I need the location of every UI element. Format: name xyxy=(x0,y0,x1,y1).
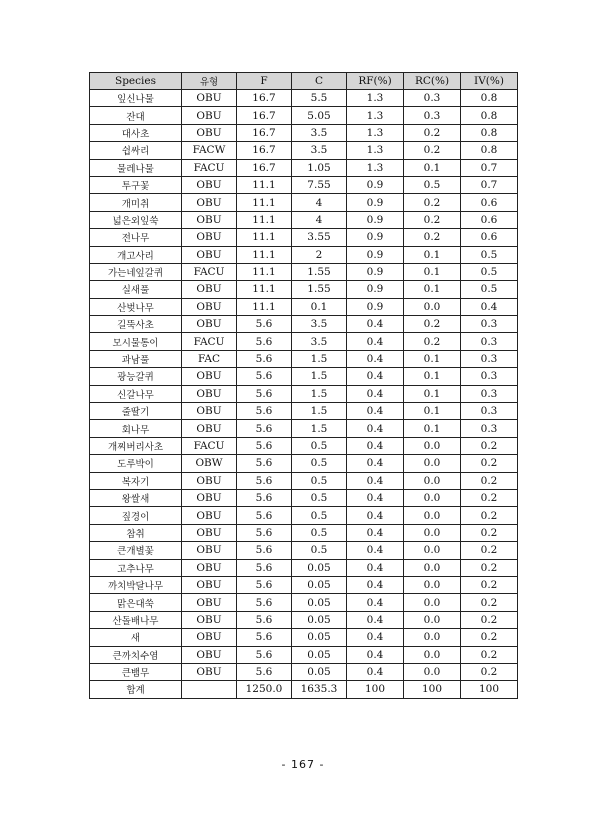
cell-rc: 0.0 xyxy=(404,559,461,576)
table-row xyxy=(90,333,518,350)
cell-type: OBU xyxy=(182,611,237,628)
cell-iv: 0.2 xyxy=(461,611,518,628)
cell-rc: 0.1 xyxy=(404,350,461,367)
cell-c: 1.5 xyxy=(292,385,347,402)
cell-rc: 0.1 xyxy=(404,368,461,385)
header-f: F xyxy=(237,73,292,90)
cell-rf: 0.4 xyxy=(347,507,404,524)
cell-rf: 1.3 xyxy=(347,159,404,176)
cell-c: 3.5 xyxy=(292,142,347,159)
cell-type: OBU xyxy=(182,507,237,524)
table-row xyxy=(90,90,518,107)
table-row xyxy=(90,368,518,385)
cell-species: 짚경이 xyxy=(90,507,182,524)
cell-species: 잎신나물 xyxy=(90,90,182,107)
cell-species: 큰뱀무 xyxy=(90,663,182,680)
cell-rf: 0.4 xyxy=(347,629,404,646)
cell-c: 0.05 xyxy=(292,576,347,593)
cell-rf: 0.4 xyxy=(347,368,404,385)
cell-species: 까치박달나무 xyxy=(90,576,182,593)
cell-type: FACW xyxy=(182,142,237,159)
cell-species: 큰개별꽃 xyxy=(90,542,182,559)
cell-f: 5.6 xyxy=(237,403,292,420)
cell-iv: 0.2 xyxy=(461,489,518,506)
cell-iv: 0.2 xyxy=(461,507,518,524)
header-c: C xyxy=(292,73,347,90)
cell-rf: 0.4 xyxy=(347,455,404,472)
table-row xyxy=(90,246,518,263)
table-row xyxy=(90,663,518,680)
header-iv: IV(%) xyxy=(461,73,518,90)
cell-c: 0.05 xyxy=(292,646,347,663)
table-row xyxy=(90,489,518,506)
cell-f: 11.1 xyxy=(237,176,292,193)
table-row xyxy=(90,281,518,298)
cell-iv: 0.6 xyxy=(461,211,518,228)
cell-type: OBU xyxy=(182,489,237,506)
cell-rc: 0.0 xyxy=(404,437,461,454)
table-row xyxy=(90,542,518,559)
cell-iv: 0.3 xyxy=(461,350,518,367)
cell-c: 0.5 xyxy=(292,437,347,454)
table-row xyxy=(90,350,518,367)
cell-f: 11.1 xyxy=(237,194,292,211)
cell-f: 5.6 xyxy=(237,663,292,680)
cell-species: 물레나물 xyxy=(90,159,182,176)
cell-iv: 0.3 xyxy=(461,403,518,420)
cell-c: 0.5 xyxy=(292,524,347,541)
cell-rf: 0.4 xyxy=(347,576,404,593)
table-row xyxy=(90,594,518,611)
cell-rf: 0.4 xyxy=(347,472,404,489)
cell-rf: 0.4 xyxy=(347,403,404,420)
cell-f: 11.1 xyxy=(237,211,292,228)
cell-rc: 0.0 xyxy=(404,663,461,680)
table-row xyxy=(90,420,518,437)
cell-c: 0.5 xyxy=(292,455,347,472)
cell-f: 5.6 xyxy=(237,316,292,333)
cell-rf: 1.3 xyxy=(347,142,404,159)
cell-f: 16.7 xyxy=(237,124,292,141)
cell-type: FACU xyxy=(182,437,237,454)
table-row xyxy=(90,194,518,211)
cell-species: 도루박이 xyxy=(90,455,182,472)
cell-f: 1250.0 xyxy=(237,681,292,698)
cell-iv: 0.8 xyxy=(461,124,518,141)
cell-species: 고추나무 xyxy=(90,559,182,576)
cell-rc: 0.2 xyxy=(404,142,461,159)
cell-iv: 0.2 xyxy=(461,455,518,472)
cell-type: OBW xyxy=(182,455,237,472)
cell-f: 5.6 xyxy=(237,524,292,541)
cell-rc: 0.2 xyxy=(404,194,461,211)
cell-rc: 0.0 xyxy=(404,594,461,611)
cell-f: 5.6 xyxy=(237,333,292,350)
cell-c: 5.05 xyxy=(292,107,347,124)
cell-rc: 0.1 xyxy=(404,246,461,263)
cell-rf: 0.4 xyxy=(347,594,404,611)
cell-rc: 0.0 xyxy=(404,455,461,472)
cell-rc: 0.0 xyxy=(404,524,461,541)
cell-species: 신갈나무 xyxy=(90,385,182,402)
cell-iv: 0.2 xyxy=(461,472,518,489)
cell-c: 3.55 xyxy=(292,229,347,246)
cell-rf: 0.9 xyxy=(347,176,404,193)
cell-species: 맑은대쑥 xyxy=(90,594,182,611)
cell-species: 가는네잎갈퀴 xyxy=(90,263,182,280)
cell-iv: 0.2 xyxy=(461,594,518,611)
table-row xyxy=(90,646,518,663)
cell-rf: 0.9 xyxy=(347,246,404,263)
header-rf: RF(%) xyxy=(347,73,404,90)
cell-iv: 0.8 xyxy=(461,142,518,159)
cell-rc: 0.0 xyxy=(404,629,461,646)
cell-c: 3.5 xyxy=(292,124,347,141)
cell-species: 모시물통이 xyxy=(90,333,182,350)
cell-type: OBU xyxy=(182,385,237,402)
cell-type: OBU xyxy=(182,403,237,420)
header-row xyxy=(90,73,518,90)
cell-iv: 0.5 xyxy=(461,246,518,263)
cell-rf: 0.9 xyxy=(347,263,404,280)
cell-c: 3.5 xyxy=(292,316,347,333)
cell-iv: 0.3 xyxy=(461,420,518,437)
cell-species: 실새풀 xyxy=(90,281,182,298)
cell-f: 5.6 xyxy=(237,437,292,454)
cell-rc: 0.0 xyxy=(404,576,461,593)
cell-species: 넓은외잎쑥 xyxy=(90,211,182,228)
cell-rc: 0.1 xyxy=(404,159,461,176)
total-row xyxy=(90,681,518,698)
cell-c: 1.5 xyxy=(292,403,347,420)
header-species: Species xyxy=(90,73,182,90)
table-row xyxy=(90,211,518,228)
cell-f: 5.6 xyxy=(237,368,292,385)
cell-type: OBU xyxy=(182,124,237,141)
cell-f: 11.1 xyxy=(237,298,292,315)
cell-iv: 0.6 xyxy=(461,194,518,211)
cell-rf: 0.9 xyxy=(347,298,404,315)
cell-rf: 1.3 xyxy=(347,124,404,141)
species-table xyxy=(89,72,518,699)
page-number: - 167 - xyxy=(281,758,325,771)
cell-iv: 0.3 xyxy=(461,385,518,402)
cell-type: OBU xyxy=(182,176,237,193)
cell-type: OBU xyxy=(182,524,237,541)
cell-iv: 0.3 xyxy=(461,368,518,385)
cell-type: OBU xyxy=(182,559,237,576)
cell-type: OBU xyxy=(182,576,237,593)
cell-type: OBU xyxy=(182,90,237,107)
cell-rf: 0.4 xyxy=(347,333,404,350)
cell-f: 5.6 xyxy=(237,559,292,576)
cell-iv: 0.5 xyxy=(461,263,518,280)
table-row xyxy=(90,524,518,541)
cell-type: OBU xyxy=(182,281,237,298)
cell-iv: 0.7 xyxy=(461,176,518,193)
cell-c: 1635.3 xyxy=(292,681,347,698)
cell-rc: 0.0 xyxy=(404,472,461,489)
cell-species: 합계 xyxy=(90,681,182,698)
cell-species: 회나무 xyxy=(90,420,182,437)
cell-rf: 0.4 xyxy=(347,385,404,402)
table-row xyxy=(90,229,518,246)
cell-rc: 0.0 xyxy=(404,489,461,506)
cell-type: OBU xyxy=(182,229,237,246)
cell-type: OBU xyxy=(182,194,237,211)
cell-type: OBU xyxy=(182,107,237,124)
cell-type: OBU xyxy=(182,246,237,263)
table-row xyxy=(90,159,518,176)
cell-rc: 0.0 xyxy=(404,611,461,628)
cell-type: OBU xyxy=(182,663,237,680)
cell-species: 복자기 xyxy=(90,472,182,489)
table-row xyxy=(90,629,518,646)
cell-rc: 0.0 xyxy=(404,646,461,663)
cell-iv: 0.2 xyxy=(461,576,518,593)
table-row xyxy=(90,403,518,420)
table-row xyxy=(90,611,518,628)
cell-rc: 0.1 xyxy=(404,403,461,420)
cell-f: 11.1 xyxy=(237,263,292,280)
cell-type: OBU xyxy=(182,298,237,315)
cell-rc: 0.0 xyxy=(404,298,461,315)
cell-rc: 0.5 xyxy=(404,176,461,193)
cell-type: OBU xyxy=(182,542,237,559)
cell-rf: 0.4 xyxy=(347,646,404,663)
cell-c: 0.05 xyxy=(292,629,347,646)
table-row xyxy=(90,298,518,315)
header-type: 유형 xyxy=(182,73,237,90)
cell-c: 0.05 xyxy=(292,663,347,680)
cell-rc: 0.1 xyxy=(404,281,461,298)
cell-rc: 0.1 xyxy=(404,420,461,437)
table-row xyxy=(90,559,518,576)
cell-c: 0.5 xyxy=(292,489,347,506)
table-row xyxy=(90,124,518,141)
cell-species: 과남풀 xyxy=(90,350,182,367)
cell-rc: 0.2 xyxy=(404,316,461,333)
cell-f: 11.1 xyxy=(237,281,292,298)
cell-rf: 0.4 xyxy=(347,524,404,541)
cell-species: 개고사리 xyxy=(90,246,182,263)
cell-iv: 0.7 xyxy=(461,159,518,176)
cell-rc: 0.1 xyxy=(404,385,461,402)
table-row xyxy=(90,316,518,333)
table-row xyxy=(90,437,518,454)
cell-rc: 0.2 xyxy=(404,124,461,141)
cell-iv: 0.3 xyxy=(461,316,518,333)
cell-f: 5.6 xyxy=(237,350,292,367)
cell-iv: 0.3 xyxy=(461,333,518,350)
cell-c: 1.5 xyxy=(292,350,347,367)
cell-c: 4 xyxy=(292,211,347,228)
cell-f: 5.6 xyxy=(237,489,292,506)
cell-c: 0.05 xyxy=(292,594,347,611)
cell-rf: 100 xyxy=(347,681,404,698)
cell-rc: 0.0 xyxy=(404,542,461,559)
cell-type: FACU xyxy=(182,263,237,280)
cell-iv: 0.2 xyxy=(461,629,518,646)
cell-f: 5.6 xyxy=(237,646,292,663)
cell-rf: 0.9 xyxy=(347,211,404,228)
cell-rf: 0.4 xyxy=(347,611,404,628)
cell-c: 0.5 xyxy=(292,472,347,489)
cell-f: 5.6 xyxy=(237,385,292,402)
cell-species: 새 xyxy=(90,629,182,646)
cell-rf: 0.4 xyxy=(347,437,404,454)
cell-species: 투구꽃 xyxy=(90,176,182,193)
cell-rc: 0.2 xyxy=(404,229,461,246)
cell-type: OBU xyxy=(182,420,237,437)
cell-type: OBU xyxy=(182,368,237,385)
cell-f: 5.6 xyxy=(237,629,292,646)
cell-rc: 0.3 xyxy=(404,107,461,124)
cell-f: 16.7 xyxy=(237,142,292,159)
cell-c: 3.5 xyxy=(292,333,347,350)
cell-type xyxy=(182,681,237,698)
table-body xyxy=(90,90,518,699)
cell-f: 5.6 xyxy=(237,542,292,559)
cell-rc: 0.3 xyxy=(404,90,461,107)
table-row xyxy=(90,142,518,159)
table-row xyxy=(90,385,518,402)
cell-species: 참취 xyxy=(90,524,182,541)
cell-type: OBU xyxy=(182,316,237,333)
cell-iv: 0.2 xyxy=(461,524,518,541)
cell-species: 산돌배나무 xyxy=(90,611,182,628)
cell-species: 쉽싸리 xyxy=(90,142,182,159)
cell-rf: 0.9 xyxy=(347,229,404,246)
cell-species: 광능갈퀴 xyxy=(90,368,182,385)
cell-type: FACU xyxy=(182,159,237,176)
table-row xyxy=(90,472,518,489)
cell-species: 개미취 xyxy=(90,194,182,211)
cell-type: OBU xyxy=(182,594,237,611)
cell-f: 5.6 xyxy=(237,507,292,524)
cell-species: 개찌버리사초 xyxy=(90,437,182,454)
cell-rc: 0.0 xyxy=(404,507,461,524)
cell-species: 왕쌀새 xyxy=(90,489,182,506)
cell-rf: 0.4 xyxy=(347,559,404,576)
cell-c: 4 xyxy=(292,194,347,211)
cell-rf: 0.4 xyxy=(347,316,404,333)
cell-c: 0.05 xyxy=(292,611,347,628)
cell-rc: 0.2 xyxy=(404,333,461,350)
cell-rf: 0.4 xyxy=(347,663,404,680)
table-row xyxy=(90,263,518,280)
cell-c: 2 xyxy=(292,246,347,263)
cell-f: 11.1 xyxy=(237,246,292,263)
cell-type: OBU xyxy=(182,646,237,663)
cell-rf: 0.4 xyxy=(347,350,404,367)
cell-species: 대사초 xyxy=(90,124,182,141)
cell-type: FACU xyxy=(182,333,237,350)
cell-f: 11.1 xyxy=(237,229,292,246)
cell-c: 1.55 xyxy=(292,281,347,298)
table-row xyxy=(90,576,518,593)
cell-type: OBU xyxy=(182,472,237,489)
cell-c: 5.5 xyxy=(292,90,347,107)
cell-iv: 0.2 xyxy=(461,646,518,663)
table-row xyxy=(90,455,518,472)
cell-c: 7.55 xyxy=(292,176,347,193)
cell-f: 5.6 xyxy=(237,472,292,489)
cell-c: 1.5 xyxy=(292,368,347,385)
table-row xyxy=(90,507,518,524)
cell-f: 5.6 xyxy=(237,576,292,593)
cell-iv: 0.2 xyxy=(461,559,518,576)
cell-f: 5.6 xyxy=(237,455,292,472)
cell-c: 1.5 xyxy=(292,420,347,437)
cell-species: 줄딸기 xyxy=(90,403,182,420)
cell-iv: 0.4 xyxy=(461,298,518,315)
cell-rf: 0.9 xyxy=(347,194,404,211)
cell-species: 큰까치수염 xyxy=(90,646,182,663)
cell-iv: 0.6 xyxy=(461,229,518,246)
cell-rf: 0.9 xyxy=(347,281,404,298)
cell-species: 길뚝사초 xyxy=(90,316,182,333)
cell-species: 전나무 xyxy=(90,229,182,246)
cell-iv: 0.2 xyxy=(461,437,518,454)
cell-c: 0.1 xyxy=(292,298,347,315)
cell-iv: 0.8 xyxy=(461,107,518,124)
cell-f: 5.6 xyxy=(237,594,292,611)
cell-species: 잔대 xyxy=(90,107,182,124)
cell-iv: 0.2 xyxy=(461,663,518,680)
cell-c: 1.55 xyxy=(292,263,347,280)
cell-c: 1.05 xyxy=(292,159,347,176)
cell-c: 0.5 xyxy=(292,507,347,524)
cell-rf: 1.3 xyxy=(347,107,404,124)
cell-rf: 0.4 xyxy=(347,542,404,559)
cell-iv: 100 xyxy=(461,681,518,698)
cell-f: 5.6 xyxy=(237,420,292,437)
cell-rc: 0.1 xyxy=(404,263,461,280)
cell-iv: 0.2 xyxy=(461,542,518,559)
cell-iv: 0.8 xyxy=(461,90,518,107)
cell-rf: 1.3 xyxy=(347,90,404,107)
cell-rf: 0.4 xyxy=(347,420,404,437)
cell-c: 0.05 xyxy=(292,559,347,576)
cell-c: 0.5 xyxy=(292,542,347,559)
cell-rc: 100 xyxy=(404,681,461,698)
cell-f: 16.7 xyxy=(237,159,292,176)
header-rc: RC(%) xyxy=(404,73,461,90)
cell-iv: 0.5 xyxy=(461,281,518,298)
cell-f: 5.6 xyxy=(237,611,292,628)
cell-f: 16.7 xyxy=(237,90,292,107)
cell-rf: 0.4 xyxy=(347,489,404,506)
cell-type: OBU xyxy=(182,211,237,228)
cell-type: OBU xyxy=(182,629,237,646)
cell-type: FAC xyxy=(182,350,237,367)
cell-f: 16.7 xyxy=(237,107,292,124)
table-row xyxy=(90,176,518,193)
cell-species: 산벚나무 xyxy=(90,298,182,315)
cell-rc: 0.2 xyxy=(404,211,461,228)
table-row xyxy=(90,107,518,124)
